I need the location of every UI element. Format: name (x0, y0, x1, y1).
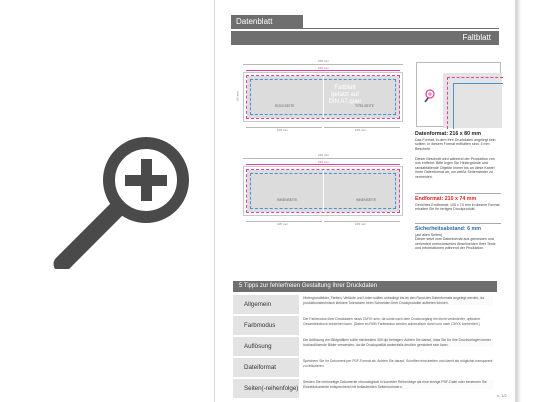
tips-heading: 5 Tipps zur fehlerfreien Gestaltung Ihrer Druckdaten (233, 281, 497, 292)
dimension-line-total-2 (243, 158, 403, 159)
panel-label-inside-left: INNENSEITE (277, 198, 298, 202)
dimension-final-label: 210 mm (318, 66, 329, 70)
tip-text: Senden Sie mehrseitige Dokumente chronologisch in korrekter Reihenfolge als eine einzige PDF-Datei oder benennen Sie Einzeldokumente entsprechend mit fortlaufenden Seitennummern. (303, 380, 493, 389)
tip-text: Hintergrundbilder, Farben, Verläufe und Linien sollten unbedingt bis an den Rand des Datenformats angelegt werden, da produktionstechnisch kleinere Toleranzen beim Schneiden Ihrer Druckprodukte auftreten können. (303, 296, 493, 305)
format-title: Datenformat: 216 x 80 mm (415, 131, 481, 137)
magnifier-plus-icon[interactable] (52, 124, 202, 269)
tip-label: Auflösung (233, 337, 299, 356)
dimension-line-final (246, 70, 400, 71)
dimension-panel-right-2: 105 mm (355, 222, 366, 226)
dimension-height: 80 mm (235, 91, 240, 101)
tip-label: Seiten(-reihenfolge) (233, 379, 299, 398)
tip-label: Allgemein (233, 295, 299, 314)
tip-row (233, 358, 497, 377)
safety-margin-guide-2 (250, 173, 396, 209)
dimension-panel-right: 105 mm (355, 128, 366, 132)
header-rule (231, 28, 499, 29)
page-title: Faltblatt (231, 31, 499, 45)
dimension-total-label: 216 mm (318, 59, 329, 63)
bleed-info (415, 157, 501, 179)
datasheet-page (214, 0, 516, 402)
dimension-panel-left: 105 mm (277, 128, 288, 132)
divider (415, 223, 501, 224)
safety-text: Dieser setzt vom Datenformat aus gemessen und verhindert unerwünschtes Abschneiden Ihrer Texte und Informationen während der Produktion. (415, 237, 496, 251)
corner-detail (416, 62, 501, 127)
dimension-final-label-2: 210 mm (318, 160, 329, 164)
panel-label-back: RÜCKSEITE (275, 104, 295, 108)
tip-row (233, 337, 497, 356)
safety-info (415, 226, 501, 251)
divider (415, 193, 501, 194)
final-title: Endformat: 210 x 74 mm (415, 196, 477, 202)
tip-row (233, 379, 497, 398)
bleed-text: Dieser Beschnitt wird während der Produktion von uns entfernt. Bitte legen Sie Hintergründe und randabfallende Objekte immer bis an diese Kante! Ihren Datenformat an, um weiße Seitenränder zu vermeiden. (415, 157, 495, 179)
panel-label-inside-right: INNENSEITE (356, 198, 377, 202)
tip-label: Dateiformat (233, 358, 299, 377)
final-text: Gerichtes Endformat: 105 x 74 mm in diesem Format erhalten Sie Ihr fertiges Druckprodukt. (415, 203, 500, 212)
format-info (415, 131, 501, 151)
section-label: Datenblatt (231, 15, 303, 28)
final-info (415, 196, 501, 212)
tip-text: Der Farbmodus Ihrer Druckdaten muss CMYK sein, da sonst nach dem Druckvorgang ein leicht veränderter, optischer Gesamteindruck entstehen kann. (Daten im RGB Farbmodus werden automatisch durch uns nach CMYK konvertiert.) (303, 317, 481, 326)
safety-sub: (auf allen Seiten) (415, 233, 443, 237)
dimension-total-label-2: 216 mm (318, 153, 329, 157)
format-text: Das Format, in dem Ihre Druckdaten angelegt sein sollten, in diesem Format enthalten sind: 3 mm Beschnitt. (415, 138, 496, 151)
tip-row (233, 316, 497, 335)
safety-title: Sicherheitsabstand: 6 mm (415, 226, 481, 232)
tip-text: Speichern Sie Ihr Dokument per PDF-Format ab. Achten Sie darauf, Schriften einzubetten und damit als möglichst transparent zu reduzieren. (303, 359, 493, 368)
fold-note-text: Faltblatt gefalzt auf DIN A7 quer (328, 85, 362, 105)
dimension-line-total (243, 64, 403, 65)
fold-note (315, 85, 375, 106)
tip-label: Farbmodus (233, 316, 299, 335)
dimension-line-final-2 (246, 164, 400, 165)
tip-row (233, 295, 497, 314)
page-number: s. 1/2 (497, 393, 507, 398)
dimension-panel-left-2: 105 mm (277, 222, 288, 226)
crosshair-magnifier-icon (424, 89, 436, 103)
panel-label-title: TITELSEITE (355, 104, 375, 108)
tip-text: Die Auflösung von Bildgrafiken sollte mindestens 300 dpi betragen. Achten Sie darauf, dass Sie für Ihre Druckvorlagen immer hochauflösende Bilder verwenden, da die Druckqualität andernfalls deutlich gemindert sein kann. (303, 338, 493, 347)
